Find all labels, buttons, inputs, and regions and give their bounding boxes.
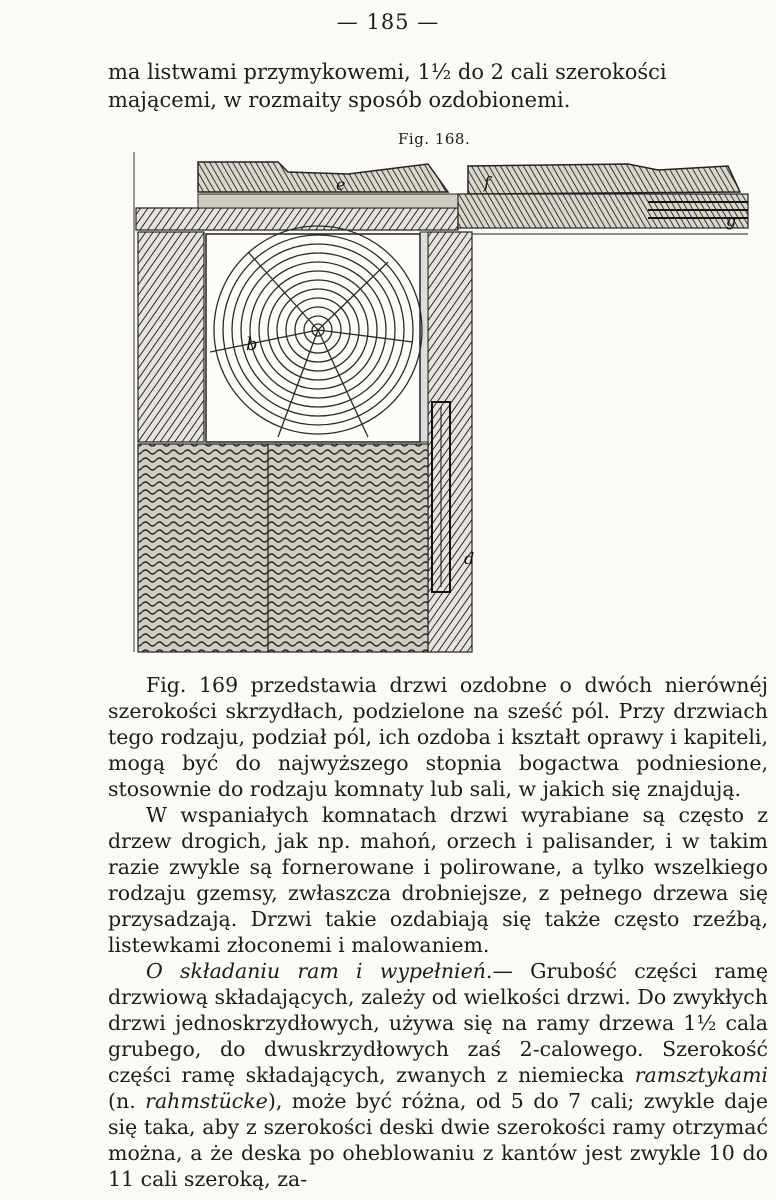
paragraph: Fig. 169 przedstawia drzwi ozdobne o dwóch nierównéj szerokości skrzydłach, podzielone na sześć pól. Przy drzwiach tego rodzaju, podział pól, ich ozdoba i kształt oprawy i kapiteli, mogą być do najwyższego stopnia bogactwa podniesione, stosownie do rodzaju komnaty lub sali, w jakich się znajdują. bbox=[108, 673, 768, 801]
moulding-right bbox=[468, 164, 740, 194]
paragraph-text: — Grubość części ramę drzwiową składających, zależy od wielkości drzwi. Do zwykłych drzwi jednoskrzydłowych, używa się na ramy drzewa 1½ cala grubego, do dwuskrzydłowych zaś 2-calowego. Szerokość części ramę składających, zwanych z niemiecka bbox=[108, 959, 768, 1087]
paragraph-text: ), może być różna, od 5 do 7 cali; zwykle daje się taka, aby z szerokości deski dwie szerokości ramy otrzymać można, a że deska po oheblowaniu z kantów jest zwykle 10 do 11 cali szeroką, za- bbox=[108, 1089, 769, 1191]
door-section-engraving bbox=[128, 152, 776, 662]
figure bbox=[128, 152, 776, 662]
fig-label-d: d bbox=[464, 549, 475, 568]
moulding-top bbox=[198, 162, 448, 192]
term-german: rahmstücke bbox=[145, 1089, 268, 1113]
body-text bbox=[108, 672, 768, 1192]
fig-label-b: b bbox=[246, 334, 258, 355]
fig-label-g: g bbox=[726, 211, 737, 230]
paragraph-text: (n. bbox=[108, 1089, 146, 1113]
term-polish: ramsztykami bbox=[634, 1063, 768, 1087]
lead-text: ma listwami przymykowemi, 1½ do 2 cali szerokości mającemi, w rozmaity sposób ozdobionemi. bbox=[108, 60, 667, 112]
page-number: — 185 — bbox=[336, 10, 440, 34]
figure-caption: Fig. 168. bbox=[398, 130, 471, 148]
section-heading: O składaniu ram i wypełnień. bbox=[146, 959, 493, 983]
fig-label-e: e bbox=[336, 175, 346, 194]
paragraph bbox=[108, 958, 768, 1192]
paragraph: W wspaniałych komnatach drzwi wyrabiane są często z drzew drogich, jak np. mahoń, orzech i palisander, i w takim razie zwykle są fornerowane i polirowane, a tylko wszelkiego rodzaju gzemsy, zwłaszcza drobniejsze, z pełnego drzewa się przysadzają. Drzwi takie ozdabiają się także często rzeźbą, listewkami złoconemi i malowaniem. bbox=[108, 803, 768, 957]
fig-label-f: f bbox=[484, 173, 490, 192]
